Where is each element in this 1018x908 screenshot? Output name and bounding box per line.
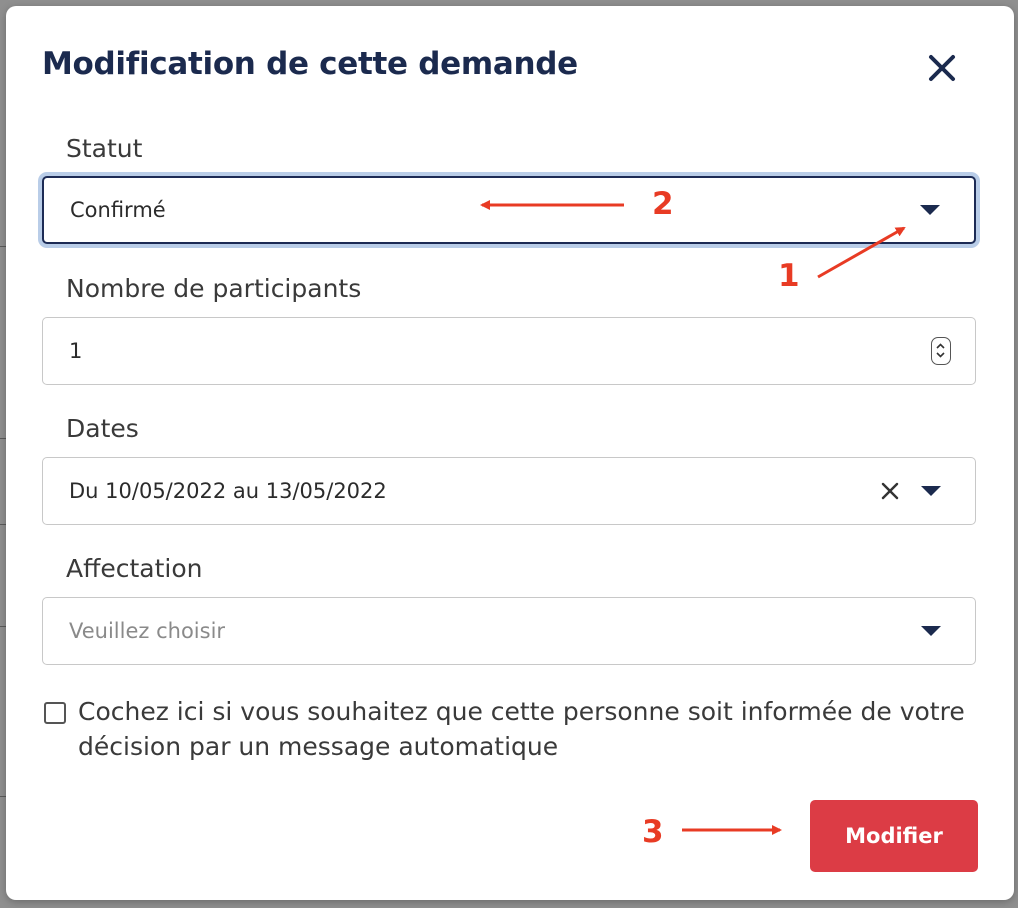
annotation-step-3: 3: [642, 814, 664, 850]
chevron-down-icon[interactable]: [920, 205, 940, 215]
close-button[interactable]: [922, 48, 962, 88]
chevron-down-icon[interactable]: [921, 626, 941, 636]
annotation-arrows: [6, 6, 1014, 900]
clear-icon[interactable]: [879, 480, 901, 502]
participants-value: 1: [69, 339, 83, 363]
assignment-select[interactable]: [42, 597, 976, 665]
stepper-arrows-icon: [932, 338, 949, 363]
assignment-label: Affectation: [66, 554, 203, 583]
quantity-stepper[interactable]: [931, 337, 951, 365]
notify-checkbox-label[interactable]: Cochez ici si vous souhaitez que cette personne soit informée de votre décision par un message automatique: [78, 697, 965, 761]
chevron-down-icon[interactable]: [921, 486, 941, 496]
status-value: Confirmé: [70, 198, 166, 222]
notify-checkbox[interactable]: [44, 702, 66, 724]
participants-input[interactable]: [42, 317, 976, 385]
status-label: Statut: [66, 134, 143, 163]
status-select[interactable]: [42, 176, 976, 244]
dates-label: Dates: [66, 414, 139, 443]
assignment-placeholder: Veuillez choisir: [69, 619, 226, 643]
modify-button[interactable]: Modifier: [810, 800, 978, 872]
close-icon: [922, 48, 962, 88]
dates-picker[interactable]: [42, 457, 976, 525]
modal-title: Modification de cette demande: [42, 46, 578, 82]
annotation-step-2: 2: [652, 186, 674, 222]
annotation-step-1: 1: [778, 258, 800, 294]
participants-label: Nombre de participants: [66, 274, 362, 303]
edit-request-modal: [6, 6, 1014, 900]
dates-value: Du 10/05/2022 au 13/05/2022: [69, 479, 387, 503]
